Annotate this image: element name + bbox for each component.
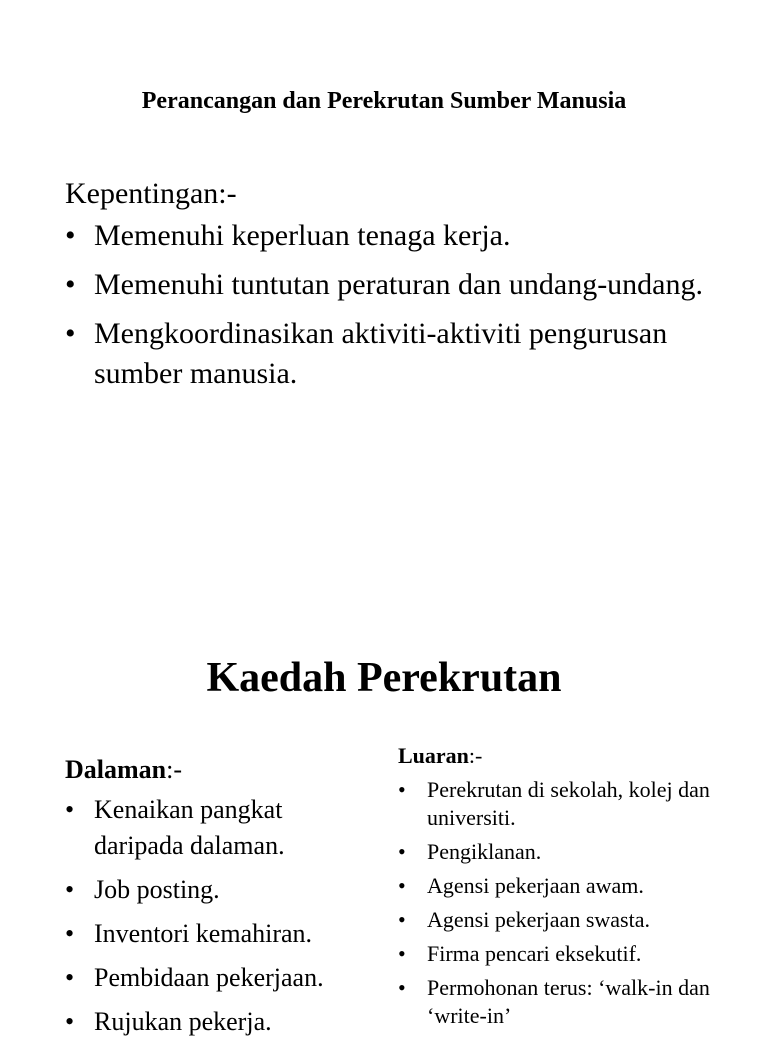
list-item: [398, 906, 718, 934]
slide-1: [0, 0, 768, 512]
bullet-icon: •: [398, 777, 406, 802]
internal-methods-list: [65, 792, 375, 1040]
bullet-icon: •: [65, 268, 76, 301]
slide-1-bullet-list: [65, 216, 725, 394]
bullet-icon: •: [398, 941, 406, 966]
list-item: [65, 265, 725, 305]
list-item-text: Rujukan pekerja.: [94, 1007, 272, 1036]
bullet-icon: •: [65, 919, 75, 948]
slide-1-body: [65, 174, 725, 403]
list-item-text: Kenaikan pangkat daripada dalaman.: [94, 795, 285, 860]
list-item: [398, 776, 718, 832]
list-item-text: Inventori kemahiran.: [94, 919, 313, 948]
bullet-icon: •: [65, 317, 76, 350]
list-item: [65, 314, 725, 394]
list-item-text: Pembidaan pekerjaan.: [94, 963, 324, 992]
list-item: [398, 872, 718, 900]
list-item-text: Agensi pekerjaan swasta.: [427, 907, 650, 932]
list-item: [65, 960, 375, 996]
list-item: [65, 1004, 375, 1040]
list-item-text: Mengkoordinasikan aktiviti-aktiviti pengurusan sumber manusia.: [94, 317, 668, 390]
bullet-icon: •: [398, 975, 406, 1000]
list-item-text: Permohonan terus: ‘walk-in dan ‘write-in’: [427, 975, 710, 1028]
internal-methods-heading: Dalaman:-: [65, 755, 183, 784]
list-item: [398, 838, 718, 866]
list-item: [65, 872, 375, 908]
list-item: [398, 940, 718, 968]
slide-1-title: Perancangan dan Perekrutan Sumber Manusia: [141, 88, 627, 114]
list-item-text: Firma pencari eksekutif.: [427, 941, 642, 966]
bullet-icon: •: [398, 839, 406, 864]
bullet-icon: •: [398, 873, 406, 898]
external-methods-heading: Luaran:-: [398, 743, 483, 768]
bullet-icon: •: [65, 1007, 75, 1036]
list-item: [398, 974, 718, 1030]
bullet-icon: •: [398, 907, 406, 932]
list-item: [65, 916, 375, 952]
bullet-icon: •: [65, 963, 75, 992]
list-item-text: Job posting.: [94, 875, 220, 904]
slide-2-title: Kaedah Perekrutan: [206, 655, 562, 701]
list-item-text: Agensi pekerjaan awam.: [427, 873, 644, 898]
slide-2: [0, 512, 768, 1036]
list-item: [65, 792, 375, 864]
list-item-text: Pengiklanan.: [427, 839, 542, 864]
list-item: [65, 216, 725, 256]
slide-1-intro: Kepentingan:-: [65, 177, 237, 210]
bullet-icon: •: [65, 795, 75, 824]
external-methods-list: [398, 776, 718, 1030]
bullet-icon: •: [65, 219, 76, 252]
list-item-text: Perekrutan di sekolah, kolej dan universiti.: [427, 777, 710, 830]
external-methods-column: [398, 742, 718, 1036]
list-item-text: Memenuhi tuntutan peraturan dan undang-undang.: [94, 268, 703, 301]
bullet-icon: •: [65, 875, 75, 904]
internal-methods-column: [65, 752, 375, 1048]
list-item-text: Memenuhi keperluan tenaga kerja.: [94, 219, 511, 252]
